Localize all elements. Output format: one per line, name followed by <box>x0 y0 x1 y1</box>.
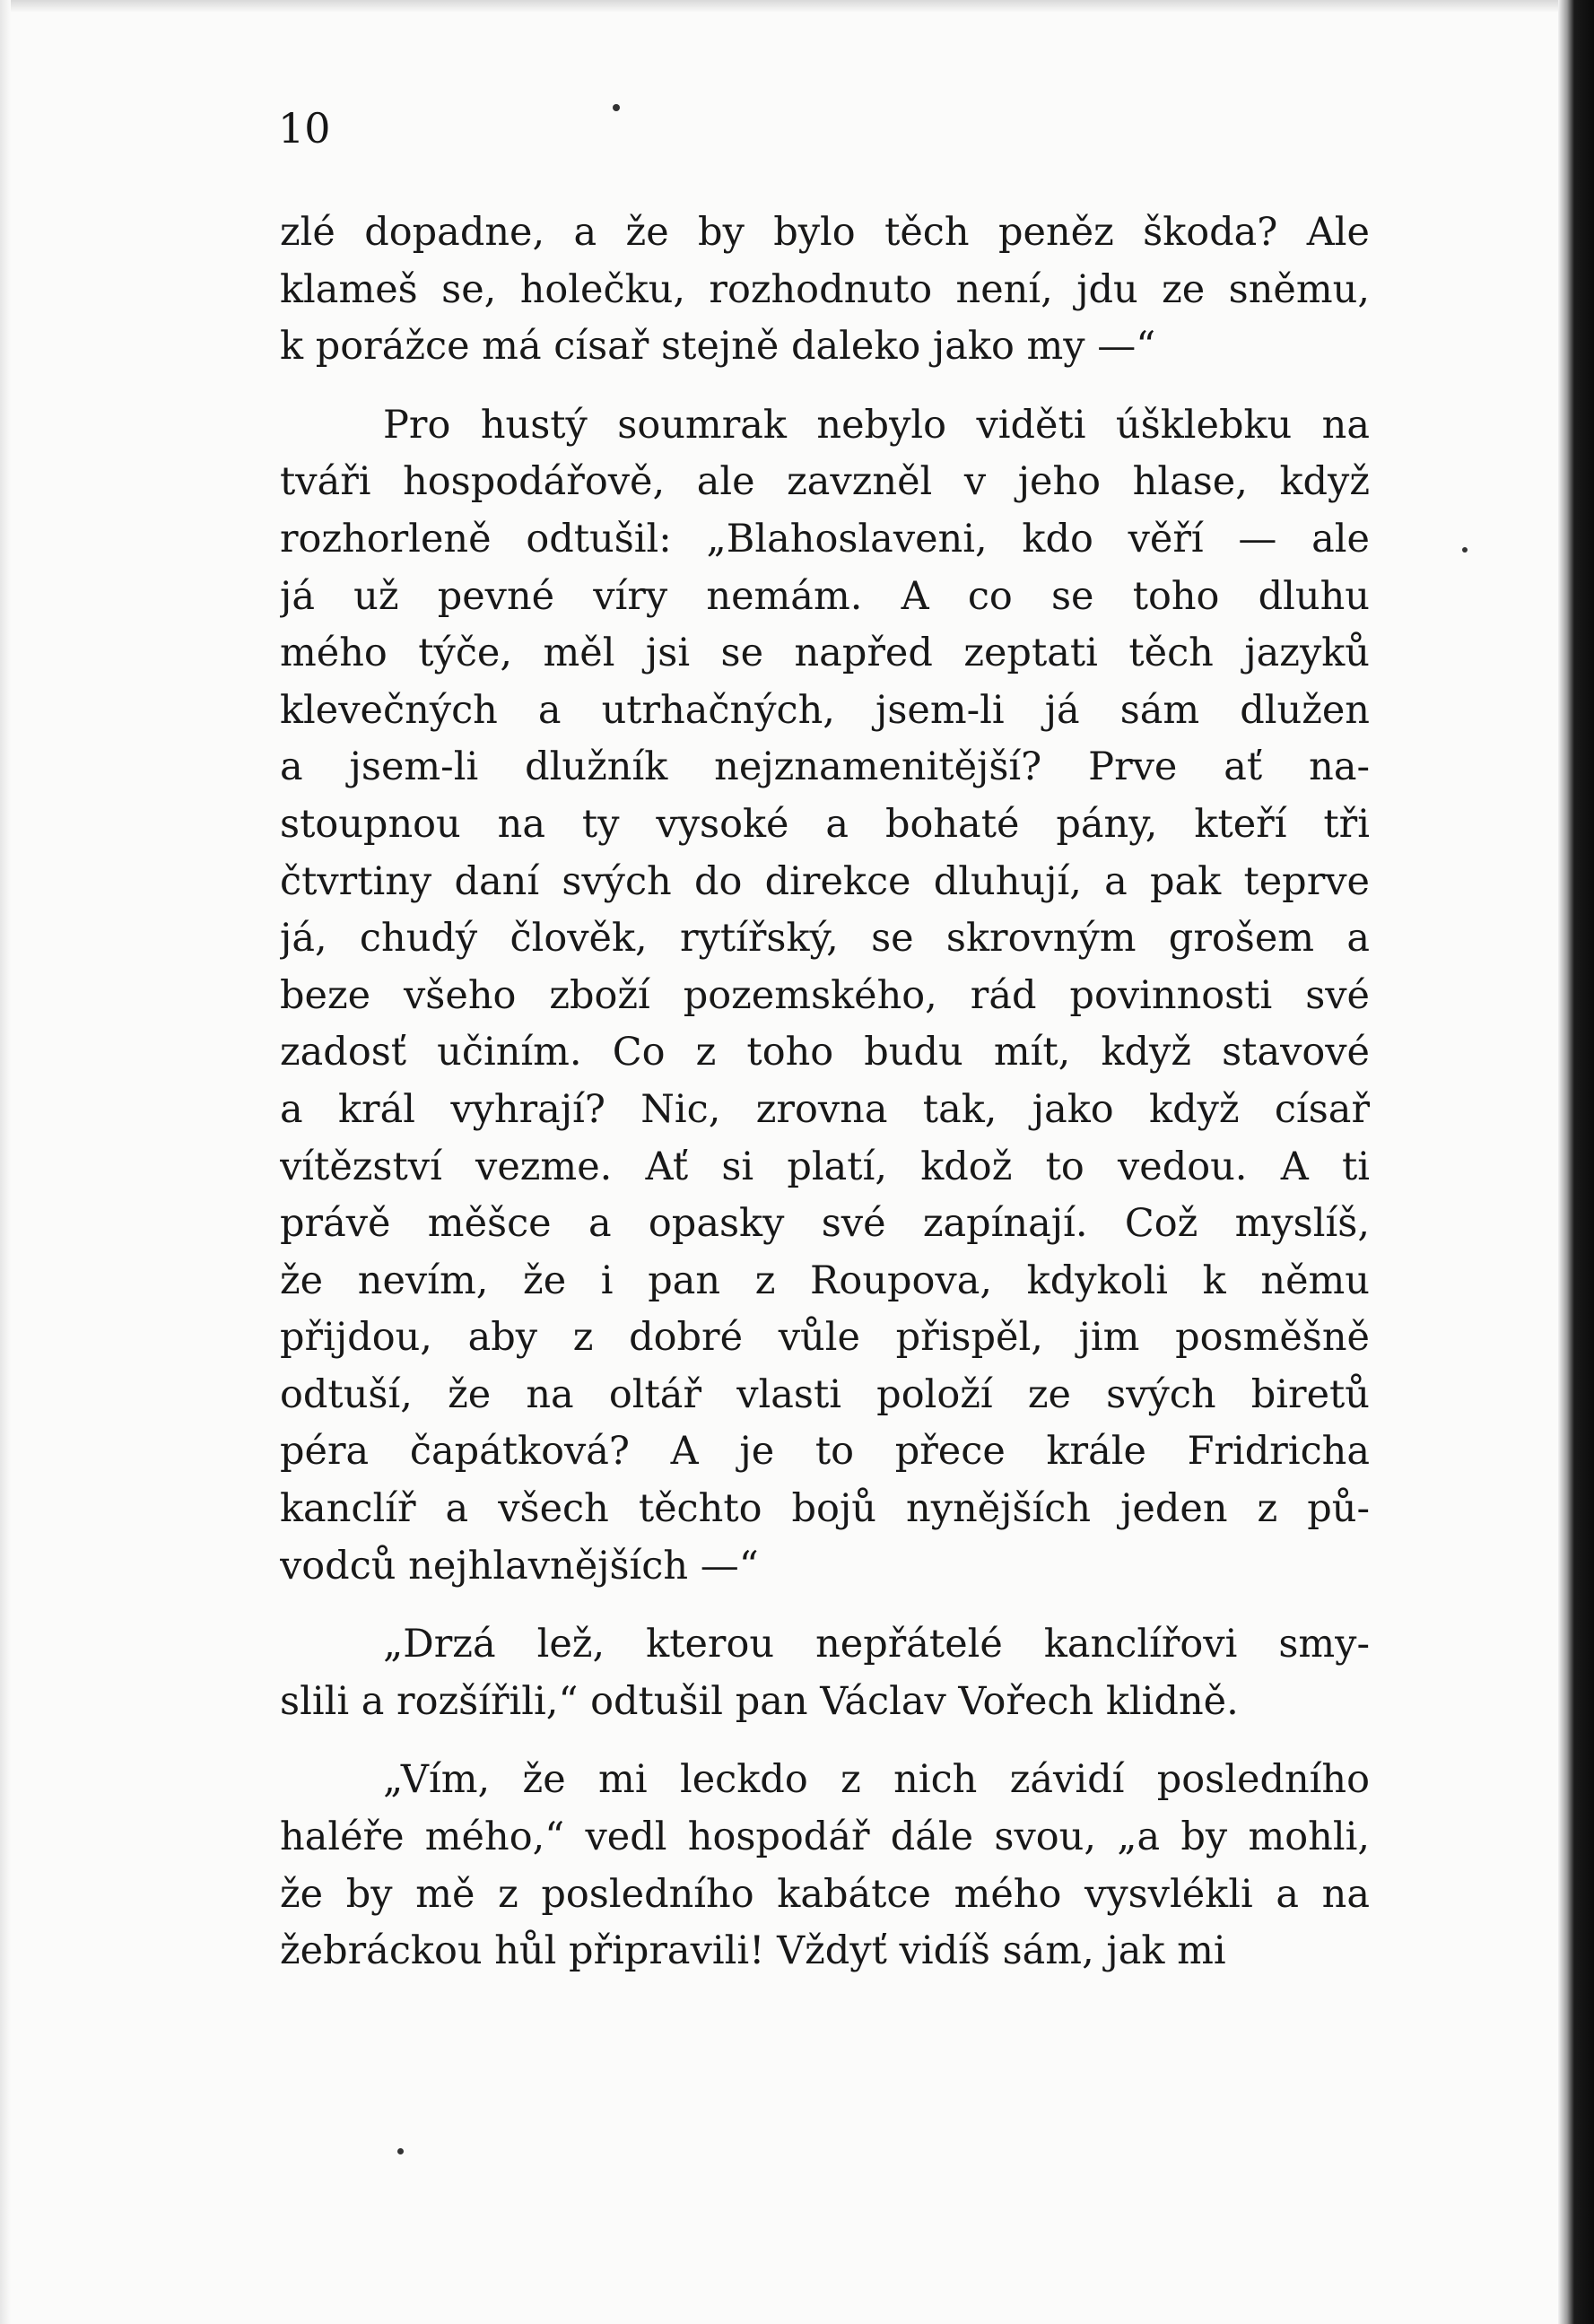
print-speck <box>397 2148 404 2154</box>
text-line: já už pevné víry nemám. A co se toho dluhu <box>280 573 1370 619</box>
text-line: přijdou, aby z dobré vůle přispěl, jim posměšně <box>280 1315 1370 1361</box>
scan-edge-top <box>0 0 1558 13</box>
text-line: vodců nejhlavnějších —“ <box>280 1543 759 1589</box>
paragraph <box>280 1616 1370 1730</box>
text-line: „Vím, že mi leckdo z nich závidí posledního <box>383 1757 1370 1803</box>
text-line: právě měšce a opasky své zapínají. Což myslíš, <box>280 1201 1370 1247</box>
text-line: že by mě z posledního kabátce mého vysvlékli a na <box>280 1871 1370 1917</box>
text-line: slili a rozšířili,“ odtušil pan Václav Vořech klidně. <box>280 1678 1239 1724</box>
text-line: péra čapátková? A je to přece krále Fridricha <box>280 1429 1370 1475</box>
text-line: a jsem-li dlužník nejznamenitější? Prve ať na- <box>280 744 1370 790</box>
text-line: zadosť učiním. Co z toho budu mít, když stavové <box>280 1030 1370 1075</box>
text-line: žebráckou hůl připravili! Vždyť vidíš sám, jak mi <box>280 1928 1226 1974</box>
text-line: vítězství vezme. Ať si platí, kdož to vedou. A ti <box>280 1144 1370 1189</box>
text-line: rozhorleně odtušil: „Blahoslaveni, kdo věří — ale <box>280 516 1370 561</box>
text-line: že nevím, že i pan z Roupova, kdykoli k němu <box>280 1258 1370 1303</box>
paragraph <box>280 205 1370 376</box>
print-speck <box>1462 547 1468 553</box>
text-line: zlé dopadne, a že by bylo těch peněz škoda? Ale <box>280 210 1370 255</box>
text-line: beze všeho zboží pozemského, rád povinnosti své <box>280 972 1370 1018</box>
text-line: haléře mého,“ vedl hospodář dále svou, „a by mohli, <box>280 1815 1370 1860</box>
text-line: Pro hustý soumrak nebylo viděti úšklebku na <box>383 402 1370 448</box>
paragraph <box>280 1752 1370 1980</box>
body-text <box>280 205 1370 1980</box>
text-line: já, chudý člověk, rytířský, se skrovným grošem a <box>280 916 1370 962</box>
scan-edge-right <box>1558 0 1594 2324</box>
text-line: tváři hospodářově, ale zavzněl v jeho hlase, když <box>280 459 1370 505</box>
text-line: klameš se, holečku, rozhodnuto není, jdu ze sněmu, <box>280 266 1370 312</box>
text-line: klevečných a utrhačných, jsem-li já sám dlužen <box>280 687 1370 733</box>
text-line: mého týče, měl jsi se napřed zeptati těch jazyků <box>280 631 1370 676</box>
scan-edge-left <box>0 0 11 2324</box>
text-line: a král vyhrají? Nic, zrovna tak, jako když císař <box>280 1086 1370 1132</box>
print-speck <box>613 104 620 111</box>
paragraph <box>280 397 1370 1595</box>
text-line: k porážce má císař stejně daleko jako my —“ <box>280 324 1156 370</box>
text-line: stoupnou na ty vysoké a bohaté pány, kteří tři <box>280 801 1370 847</box>
text-line: kanclíř a všech těchto bojů nynějších jeden z pů- <box>280 1486 1370 1532</box>
text-line: „Drzá lež, kterou nepřátelé kanclířovi smy- <box>383 1622 1370 1667</box>
text-line: odtuší, že na oltář vlasti položí ze svých biretů <box>280 1371 1370 1417</box>
page-number: 10 <box>278 104 331 152</box>
text-line: čtvrtiny daní svých do direkce dluhují, a pak teprve <box>280 858 1370 904</box>
